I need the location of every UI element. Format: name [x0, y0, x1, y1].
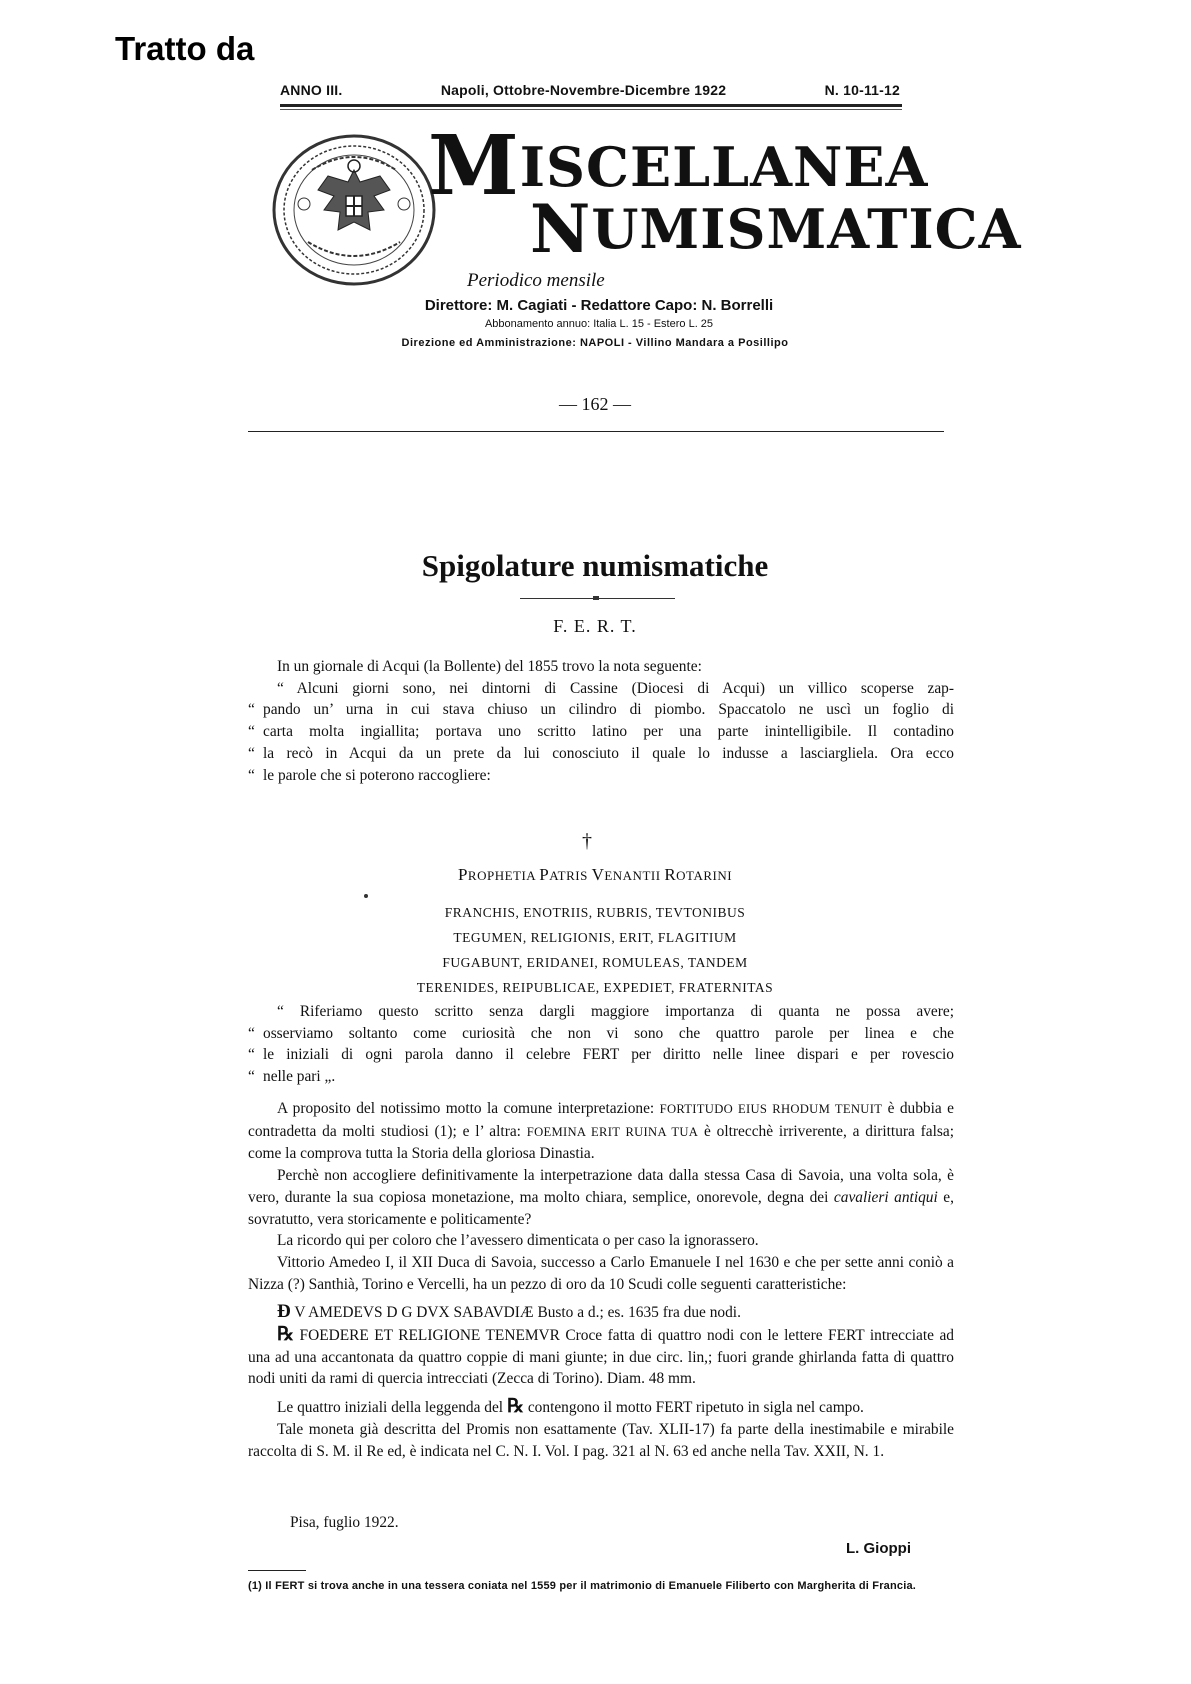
coin-reverse: ℞ FOEDERE ET RELIGIONE TENEMVR Croce fatta di quattro nodi con le lettere FERT intrecciate ad una ad una accantonata da quattro coppie di mani giunte; in due circ. lin,; fuori grande ghirlanda fatta di quattro nodi uniti da rami di quercia intrecciati (Zecca di Torino). Diam. 48 mm. — [248, 1324, 954, 1388]
intro-paragraph: In un giornale di Acqui (la Bollente) del 1855 trovo la nota seguente: — [277, 658, 702, 675]
subscription-info: Abbonamento annuo: Italia L. 15 - Estero L. 25 — [484, 318, 714, 330]
journal-frequency: Periodico mensile — [467, 270, 605, 291]
coin-obverse: Ɖ V AMEDEVS D G DVX SABAVDIÆ Busto a d.; es. 1635 fra due nodi. — [277, 1301, 741, 1323]
issue-place-date: Napoli, Ottobre-Novembre-Dicembre 1922 — [440, 82, 727, 98]
journal-title-line2: NUMISMATICA — [530, 190, 1022, 268]
page-number: — 162 — — [559, 394, 631, 414]
article-author: L. Gioppi — [846, 1540, 911, 1557]
paragraph-collection: Tale moneta già descritta del Promis non esattamente (Tav. XLII-17) fa parte della inestimabile e mirabile raccolta di S. M. il Re ed, è indicata nel C. N. I. Vol. I pag. 321 al N. 63 ed anche nella Tav. XXII, N. 1. — [248, 1420, 954, 1460]
journal-title-line1: MISCELLANEA — [428, 118, 929, 214]
paragraph-coin-intro: Vittorio Amedeo I, il XII Duca di Savoia, successo a Carlo Emanuele I nel 1630 e che per sette anni coniò a Nizza (?) Santhià, Torino e Vercelli, ha un pezzo di oro da 10 Scudi colle seguenti caratteristiche: — [248, 1253, 954, 1293]
paragraph-interpretation: Perchè non accogliere definitivamente la interpetrazione data dalla stessa Casa di Savoia, una volta sola, è vero, durante la sua copiosa monetazione, ma molto chiara, semplice, onorevole, degna dei cavalieri antiqui e, sovratutto, vera storicamente e politicamente? — [248, 1167, 954, 1228]
quote-line: “ nelle pari „. — [248, 1068, 336, 1086]
prophecy-title: PROPHETIA PATRIS VENANTII ROTARINI — [457, 865, 733, 884]
source-tag: Tratto da — [115, 30, 255, 67]
prophecy-line: FRANCHIS, ENOTRIIS, RUBRIS, TEVTONIBUS — [444, 905, 746, 920]
article-body — [248, 1098, 954, 1462]
quote-line: “ osserviamo soltanto come curiosità che non vi sono che quattro parole per linea e che — [248, 1024, 954, 1042]
footnote-divider — [248, 1570, 306, 1571]
reverse-symbol: ℞ — [277, 1324, 295, 1346]
savoy-eagle-seal-icon — [268, 130, 440, 290]
issue-number: N. 10-11-12 — [824, 82, 900, 98]
prophecy-verses — [360, 900, 830, 1000]
quote-line: “ le iniziali di ogni parola danno il celebre FERT per diritto nelle linee dispari e per rovescio — [248, 1046, 954, 1064]
motto-foemina: FOEMINA ERIT RUINA TUA — [526, 1124, 699, 1139]
intro-block — [248, 656, 954, 786]
issue-year: ANNO III. — [280, 82, 343, 98]
article-subtitle: F. E. R. T. — [553, 616, 637, 636]
obverse-symbol: Ɖ — [277, 1301, 291, 1323]
paragraph-initials: Le quattro iniziali della leggenda del ℞ contengono il motto FERT ripetuto in sigla nel campo. — [277, 1396, 864, 1418]
article-place-date: Pisa, fuglio 1922. — [290, 1514, 399, 1531]
reverse-symbol: ℞ — [506, 1396, 524, 1418]
motto-fortitudo: FORTITUDO EIUS RHODUM TENUIT — [659, 1102, 883, 1116]
prophecy-line: TEGUMEN, RELIGIONIS, ERIT, FLAGITIUM — [453, 930, 737, 945]
masthead-rule-thin — [280, 109, 902, 110]
prophecy-line: TERENIDES, REIPUBLICAE, EXPEDIET, FRATERNITAS — [416, 980, 774, 995]
quote-line: “ carta molta ingiallita; portava uno scritto latino per una parte inintelligibile. Il contadino — [248, 723, 954, 741]
cross-symbol: † — [582, 830, 592, 852]
paragraph-reminder: La ricordo qui per coloro che l’avessero dimenticata o per caso la ignorassero. — [277, 1232, 759, 1250]
footnote: (1) Il FERT si trova anche in una tessera coniata nel 1559 per il matrimonio di Emanuele Filiberto con Margherita di Francia. — [248, 1580, 917, 1592]
masthead-rule — [280, 104, 902, 107]
quote-line: “ la recò in Acqui da un prete da lui conosciuto il quale lo indusse a lasciargliela. Ora ecco — [248, 744, 954, 762]
prophecy-line: FUGABUNT, ERIDANEI, ROMULEAS, TANDEM — [442, 955, 748, 970]
quote-line: “ pando un’ urna in cui stava chiuso un cilindro di piombo. Spaccatolo ne uscì un foglio di — [248, 701, 954, 719]
masthead-info-line — [280, 82, 900, 98]
italic-phrase: cavalieri antiqui — [833, 1188, 938, 1206]
ink-dot — [364, 894, 368, 898]
quote-line: “ le parole che si poterono raccogliere: — [248, 766, 491, 784]
comment-quote-block — [248, 1001, 954, 1088]
title-divider-ornament — [593, 596, 599, 600]
article-title: Spigolature numismatiche — [421, 548, 769, 583]
header-divider — [248, 431, 944, 432]
paragraph-motto: A proposito del notissimo motto la comune interpretazione: FORTITUDO EIUS RHODUM TENUIT è dubbia e contradetta da molti studiosi (1); e l’ altra: FOEMINA ERIT RUINA TUA è oltrecchè irriverente, a dirittura falsa; come la comprova tutta la Storia della gloriosa Dinastia. — [248, 1100, 954, 1163]
administration-address: Direzione ed Amministrazione: NAPOLI - Villino Mandara a Posillipo — [401, 337, 789, 349]
journal-editors: Direttore: M. Cagiati - Redattore Capo: N. Borrelli — [424, 297, 774, 314]
quote-line: “ Riferiamo questo scritto senza dargli maggiore importanza di quanta ne possa avere; — [277, 1003, 954, 1020]
quote-line: “ Alcuni giorni sono, nei dintorni di Cassine (Diocesi di Acqui) un villico scoperse zap- — [277, 679, 954, 697]
